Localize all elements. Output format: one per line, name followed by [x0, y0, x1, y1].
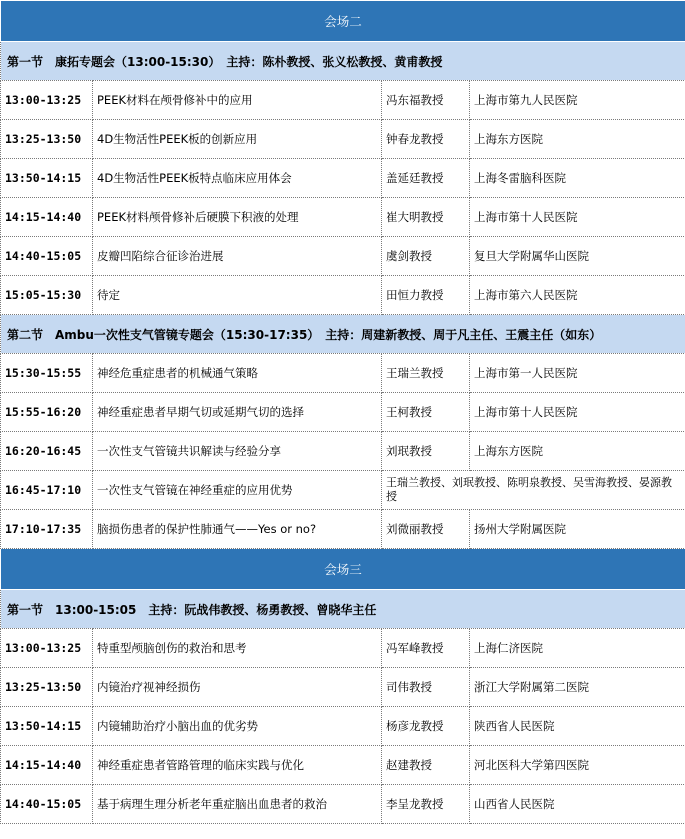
- talk-time: 14:15-14:40: [1, 746, 93, 785]
- talk-time: 16:45-17:10: [1, 471, 93, 510]
- talk-time: 14:40-15:05: [1, 785, 93, 824]
- talk-speaker-panel: 王瑞兰教授、刘珉教授、陈明泉教授、吴雪海教授、晏源教授: [382, 471, 685, 510]
- talk-speaker: 虞剑教授: [382, 237, 470, 276]
- talk-speaker: 冯东福教授: [382, 81, 470, 120]
- venue-title: 会场二: [1, 1, 685, 42]
- talk-speaker: 赵建教授: [382, 746, 470, 785]
- talk-hospital: 陕西省人民医院: [470, 707, 685, 746]
- talk-time: 15:05-15:30: [1, 276, 93, 315]
- table-row: [1, 159, 685, 198]
- talk-time: 13:25-13:50: [1, 120, 93, 159]
- talk-time: 13:50-14:15: [1, 707, 93, 746]
- table-row: [1, 393, 685, 432]
- venue-title: 会场三: [1, 549, 685, 590]
- talk-hospital: 上海市第十人民医院: [470, 393, 685, 432]
- talk-time: 14:40-15:05: [1, 237, 93, 276]
- talk-hospital: 复旦大学附属华山医院: [470, 237, 685, 276]
- talk-hospital: 山西省人民医院: [470, 785, 685, 824]
- talk-topic: 脑损伤患者的保护性肺通气——Yes or no?: [93, 510, 382, 549]
- talk-hospital: 河北医科大学第四医院: [470, 746, 685, 785]
- venue-header-3: [1, 549, 685, 590]
- talk-speaker: 盖延廷教授: [382, 159, 470, 198]
- talk-time: 13:50-14:15: [1, 159, 93, 198]
- talk-time: 13:00-13:25: [1, 81, 93, 120]
- talk-topic: 4D生物活性PEEK板特点临床应用体会: [93, 159, 382, 198]
- table-row: [1, 746, 685, 785]
- talk-hospital: 上海仁济医院: [470, 629, 685, 668]
- talk-hospital: 上海东方医院: [470, 120, 685, 159]
- table-row: [1, 471, 685, 510]
- table-row: [1, 198, 685, 237]
- talk-speaker: 钟春龙教授: [382, 120, 470, 159]
- talk-time: 14:15-14:40: [1, 198, 93, 237]
- talk-speaker: 刘珉教授: [382, 432, 470, 471]
- talk-hospital: 浙江大学附属第二医院: [470, 668, 685, 707]
- table-row: [1, 629, 685, 668]
- talk-topic: 内镜治疗视神经损伤: [93, 668, 382, 707]
- talk-time: 15:30-15:55: [1, 354, 93, 393]
- talk-topic: 内镜辅助治疗小脑出血的优劣势: [93, 707, 382, 746]
- table-row: [1, 510, 685, 549]
- venue-header-2: [1, 1, 685, 42]
- table-row: [1, 785, 685, 824]
- session-title: 第二节 Ambu一次性支气管镜专题会（15:30-17:35） 主持：周建新教授、周于凡主任、王震主任（如东）: [1, 315, 685, 354]
- talk-hospital: 上海市第六人民医院: [470, 276, 685, 315]
- talk-time: 15:55-16:20: [1, 393, 93, 432]
- talk-hospital: 上海市第一人民医院: [470, 354, 685, 393]
- talk-hospital: 上海冬雷脑科医院: [470, 159, 685, 198]
- session-header: [1, 42, 685, 81]
- table-row: [1, 668, 685, 707]
- talk-topic: 皮瓣凹陷综合征诊治进展: [93, 237, 382, 276]
- talk-speaker: 王瑞兰教授: [382, 354, 470, 393]
- talk-hospital: 上海东方医院: [470, 432, 685, 471]
- talk-speaker: 杨彦龙教授: [382, 707, 470, 746]
- talk-topic: 特重型颅脑创伤的救治和思考: [93, 629, 382, 668]
- table-row: [1, 707, 685, 746]
- talk-speaker: 李呈龙教授: [382, 785, 470, 824]
- talk-time: 16:20-16:45: [1, 432, 93, 471]
- talk-topic: 一次性支气管镜共识解读与经验分享: [93, 432, 382, 471]
- talk-topic: PEEK材料颅骨修补后硬膜下积液的处理: [93, 198, 382, 237]
- talk-hospital: 上海市第九人民医院: [470, 81, 685, 120]
- table-row: [1, 120, 685, 159]
- talk-hospital: 扬州大学附属医院: [470, 510, 685, 549]
- talk-topic: 神经重症患者早期气切或延期气切的选择: [93, 393, 382, 432]
- talk-time: 17:10-17:35: [1, 510, 93, 549]
- table-row: [1, 354, 685, 393]
- talk-topic: 4D生物活性PEEK板的创新应用: [93, 120, 382, 159]
- talk-topic: 神经重症患者管路管理的临床实践与优化: [93, 746, 382, 785]
- talk-speaker: 冯军峰教授: [382, 629, 470, 668]
- talk-time: 13:00-13:25: [1, 629, 93, 668]
- talk-topic: 待定: [93, 276, 382, 315]
- table-row: [1, 432, 685, 471]
- session-header: [1, 315, 685, 354]
- talk-topic: 神经危重症患者的机械通气策略: [93, 354, 382, 393]
- talk-time: 13:25-13:50: [1, 668, 93, 707]
- session-title: 第一节 13:00-15:05 主持：阮战伟教授、杨勇教授、曾晓华主任: [1, 590, 685, 629]
- table-row: [1, 276, 685, 315]
- talk-speaker: 崔大明教授: [382, 198, 470, 237]
- talk-speaker: 王柯教授: [382, 393, 470, 432]
- talk-hospital: 上海市第十人民医院: [470, 198, 685, 237]
- talk-topic: PEEK材料在颅骨修补中的应用: [93, 81, 382, 120]
- table-row: [1, 81, 685, 120]
- talk-speaker: 司伟教授: [382, 668, 470, 707]
- talk-topic: 基于病理生理分析老年重症脑出血患者的救治: [93, 785, 382, 824]
- talk-topic: 一次性支气管镜在神经重症的应用优势: [93, 471, 382, 510]
- talk-speaker: 田恒力教授: [382, 276, 470, 315]
- talk-speaker: 刘微丽教授: [382, 510, 470, 549]
- session-header: [1, 590, 685, 629]
- session-title: 第一节 康拓专题会（13:00-15:30） 主持：陈朴教授、张义松教授、黄甫教授: [1, 42, 685, 81]
- table-row: [1, 237, 685, 276]
